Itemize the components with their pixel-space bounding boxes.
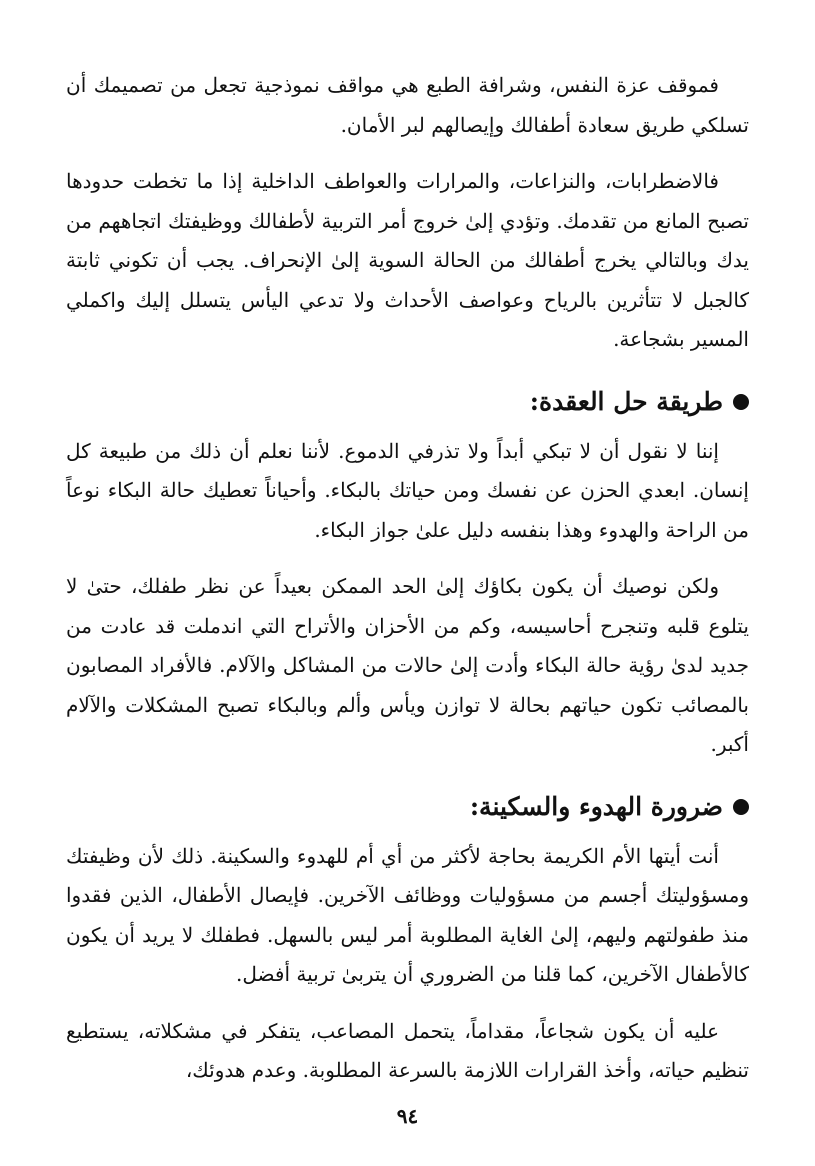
section2-paragraph-2: عليه أن يكون شجاعاً، مقداماً، يتحمل المصاعب، يتفكر في مشكلاته، يستطيع تنظيم حياته، وأخذ القرارات اللازمة بالسرعة المطلوبة. وعدم هدوئك، xyxy=(66,1018,749,1082)
section-heading-1-text: طريقة حل العقدة: xyxy=(529,386,723,416)
bullet-icon xyxy=(733,799,749,815)
paragraph-intro-1: فموقف عزة النفس، وشرافة الطبع هي مواقف نموذجية تجعل من تصميمك أن تسلكي طريق سعادة أطفالك وإيصالهم لبر الأمان. xyxy=(66,73,749,137)
section-heading-2-text: ضرورة الهدوء والسكينة: xyxy=(469,791,723,821)
paragraph-gap xyxy=(66,995,749,1012)
section2-paragraph-1: أنت أيتها الأم الكريمة بحاجة لأكثر من أي أم للهدوء والسكينة. ذلك لأن وظيفتك ومسؤوليتك أجسم من مسؤوليات ووظائف الآخرين. فإيصال الأطفال، الذين فقدوا منذ طفولتهم وليهم، إلىٰ الغاية المطلوبة أمر ليس بالسهل. فطفلك لا يريد أن يكون كالأطفال الآخرين، كما قلنا من الضروري أن يتربىٰ تربية أفضل. xyxy=(66,843,749,986)
page-body xyxy=(66,66,749,1136)
paragraph-gap xyxy=(66,550,749,567)
paragraph-intro-2: فالاضطرابات، والنزاعات، والمرارات والعواطف الداخلية إذا ما تخطت حدودها تصبح المانع من تقدمك. وتؤدي إلىٰ خروج أمر التربية لأطفالك ووظيفتك اتجاههم من يدك وبالتالي يخرج أطفالك من الحالة السوية إلىٰ الإنحراف. يجب أن تكوني ثابتة كالجبل لا تتأثرين بالرياح وعواصف الأحداث ولا تدعي اليأس يتسلل إليك واكملي المسير بشجاعة. xyxy=(66,169,749,351)
section1-paragraph-1: إننا لا نقول أن لا تبكي أبداً ولا تذرفي الدموع. لأننا نعلم أن ذلك من طبيعة كل إنسان. ابعدي الحزن عن نفسك ومن حياتك بالبكاء. وأحياناً تعطيك حالة البكاء نوعاً من الراحة والهدوء وهذا بنفسه دليل علىٰ جواز البكاء. xyxy=(66,438,749,542)
section-heading-1 xyxy=(66,382,749,422)
page-number: ٩٤ xyxy=(396,1104,419,1128)
section-heading-2 xyxy=(66,787,749,827)
section1-paragraph-2: ولكن نوصيك أن يكون بكاؤك إلىٰ الحد الممكن بعيداً عن نظر طفلك، حتىٰ لا يتلوع قلبه وتنجرح أحاسيسه، وكم من الأحزان والأتراح التي اندملت قد عادت من جديد لدىٰ رؤية حالة البكاء وأدت إلىٰ حالات من المشاكل والآلام. فالأفراد المصابون بالمصائب تكون حياتهم بحالة لا توازن ويأس وألم وبالبكاء تصبح المشكلات والآلام أكبر. xyxy=(66,574,749,756)
paragraph-gap xyxy=(66,145,749,162)
bullet-icon xyxy=(733,394,749,410)
